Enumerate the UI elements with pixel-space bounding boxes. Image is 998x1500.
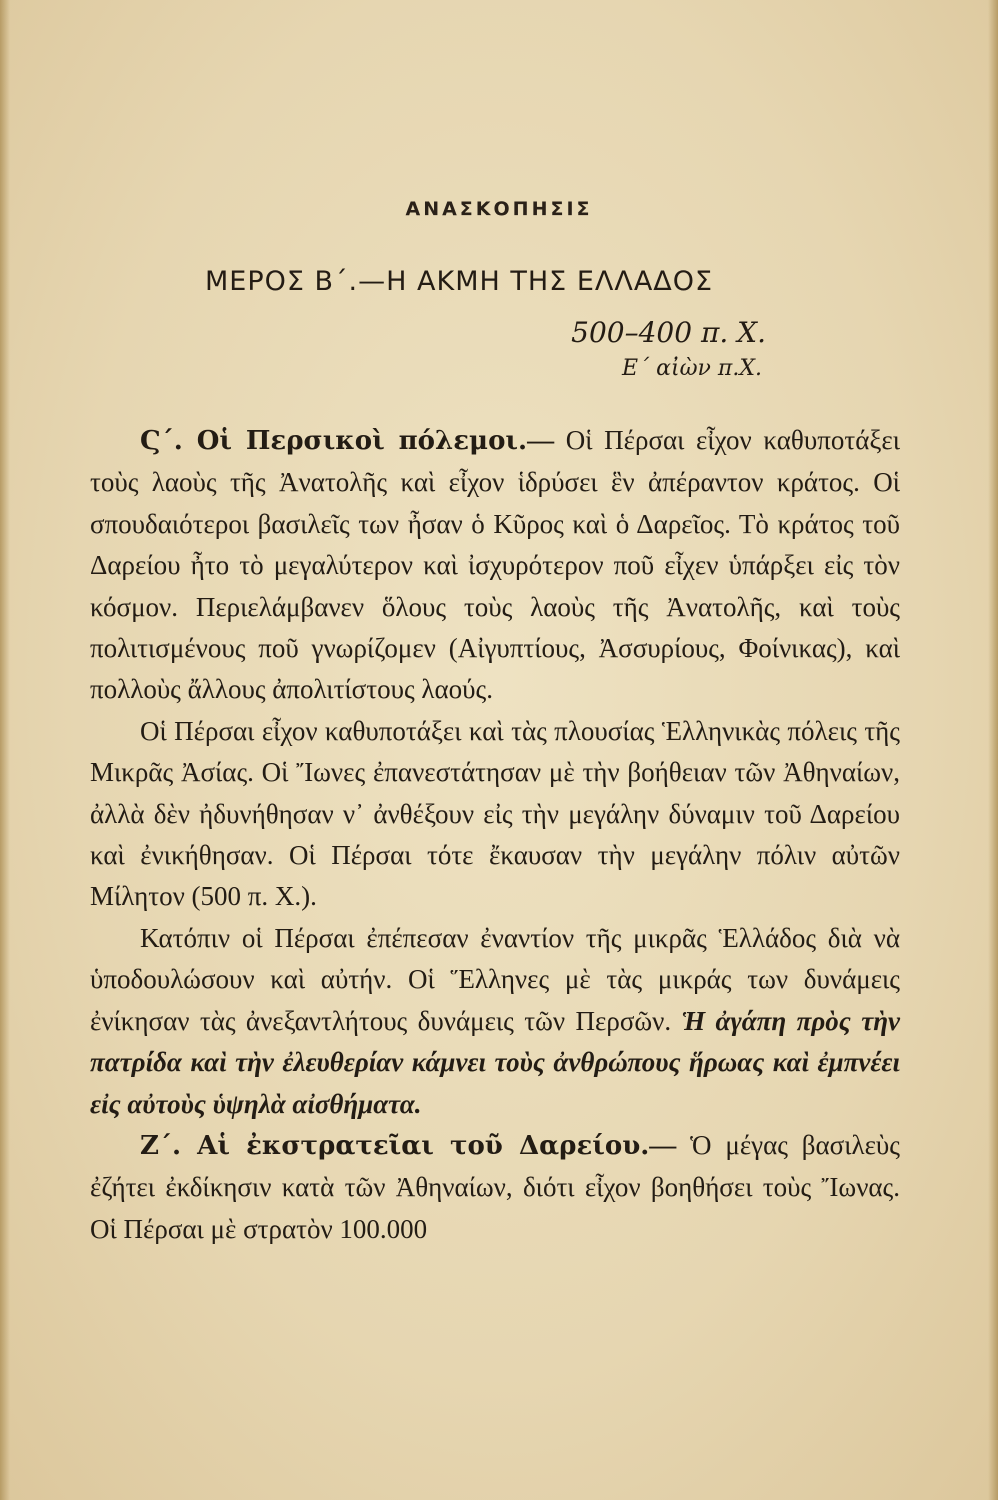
page-edge-left (0, 0, 10, 1500)
section-7-text-1: Ὁ μέγας βασιλεὺς ἐζήτει ἐκδίκησιν κατὰ τῶν Ἀθηναίων, διότι εἶχον βοηθήσει τοὺς Ἴωνας. Οἱ Πέρσαι μὲ στρατὸν 100.000 (90, 1129, 900, 1244)
section-6-paragraph-2 (90, 711, 900, 918)
date-range: 500–400 π. Χ. (571, 316, 766, 349)
section-6-emphasis: Ἡ ἀγάπη πρὸς τὴν πατρίδα καὶ τὴν ἐλευθερίαν κάμνει τοὺς ἀνθρώπους ἥρωας καὶ ἐμπνέει εἰς αὐτοὺς ὑψηλὰ αἰσθήματα. (90, 1005, 900, 1119)
section-7-paragraph-1 (90, 1125, 900, 1250)
section-6-text-3: Κατόπιν οἱ Πέρσαι ἐπέπεσαν ἐναντίον τῆς μικρᾶς Ἑλλάδος διὰ νὰ ὑποδουλώσουν καὶ αὐτήν. Οἱ Ἕλληνες μὲ τὰς μικράς των δυνάμεις ἐνίκησαν τὰς ἀνεξαντλήτους δυνάμεις τῶν Περσῶν. (90, 922, 900, 1036)
body-text (90, 420, 900, 1250)
page-edge-right (988, 0, 998, 1500)
section-6-text-2: Οἱ Πέρσαι εἶχον καθυποτάξει καὶ τὰς πλουσίας Ἑλληνικὰς πόλεις τῆς Μικρᾶς Ἀσίας. Οἱ Ἴωνες ἐπανεστάτησαν μὲ τὴν βοήθειαν τῶν Ἀθηναίων, ἀλλὰ δὲν ἠδυνήθησαν ν᾽ ἀνθέξουν εἰς τὴν μεγάλην δύναμιν τοῦ Δαρείου καὶ ἐνικήθησαν. Οἱ Πέρσαι τότε ἔκαυσαν τὴν μεγάλην πόλιν αὐτῶν Μίλητον (500 π. Χ.). (90, 715, 900, 912)
section-6-dash: — (527, 425, 555, 455)
section-7-dash: — (649, 1129, 677, 1160)
section-6-paragraph-1 (90, 420, 900, 711)
running-head: ΑΝΑΣΚΟΠΗΣΙΣ (405, 198, 593, 220)
section-7-heading: Ζ΄. Αἱ ἐκστρατεῖαι τοῦ Δαρείου. (140, 1130, 650, 1161)
section-6-heading: Ϛ΄. Οἱ Περσικοὶ πόλεμοι. (140, 426, 528, 456)
section-6-text-1: Οἱ Πέρσαι εἶχον καθυποτάξει τοὺς λαοὺς τῆς Ἀνατολῆς καὶ εἶχον ἱδρύσει ἓν ἀπέραντον κράτος. Οἱ σπουδαιότεροι βασιλεῖς των ἦσαν ὁ Κῦρος καὶ ὁ Δαρεῖος. Τὸ κράτος τοῦ Δαρείου ἦτο τὸ μεγαλύτερον καὶ ἰσχυρότερον ποῦ εἶχεν ὑπάρξει εἰς τὸν κόσμον. Περιελάμβανεν ὅλους τοὺς λαοὺς τῆς Ἀνατολῆς, καὶ τοὺς πολιτισμένους ποῦ γνωρίζομεν (Αἰγυπτίους, Ἀσσυρίους, Φοίνικας), καὶ πολλοὺς ἄλλους ἀπολιτίστους λαούς. (90, 425, 900, 705)
part-title: ΜΕΡΟΣ Β΄.—Η ΑΚΜΗ ΤΗΣ ΕΛΛΑΔΟΣ (205, 266, 714, 297)
century-label: Ε΄ αἰὼν π.Χ. (622, 356, 762, 381)
section-6-paragraph-3 (90, 918, 900, 1125)
